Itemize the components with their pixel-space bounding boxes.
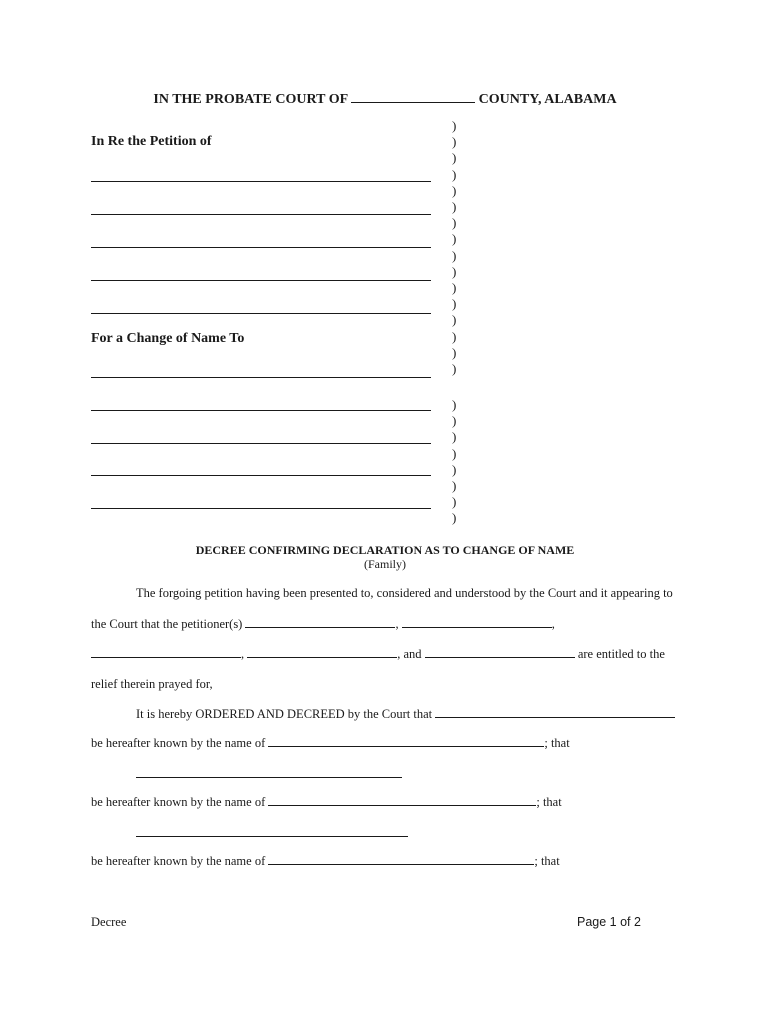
petitioner-blank[interactable] [245,616,395,628]
new-name-line[interactable] [91,475,431,476]
known-as-line: be hereafter known by the name of ; that [91,736,570,750]
petitioner-name-line[interactable] [91,313,431,314]
petition-paragraph-line1: The forgoing petition having been presented to, considered and understood by the Court and it appearing to [136,586,673,600]
new-name-line[interactable] [91,443,431,444]
petitioner-name-line[interactable] [91,247,431,248]
ordered-text: It is hereby ORDERED AND DECREED by the Court that [136,707,433,721]
petition-paragraph-line2: the Court that the petitioner(s) , , [91,617,555,631]
caption-parentheses-lower: ) ) ) ) ) ) ) ) [452,397,457,526]
new-name-line[interactable] [91,508,431,509]
ordered-name-blank[interactable] [435,706,675,718]
petition-of-label: In Re the Petition of [91,134,212,149]
petitioner-name-line[interactable] [91,280,431,281]
new-name-line[interactable] [91,377,431,378]
new-name-blank[interactable] [268,853,534,865]
petitioner-blank[interactable] [402,616,552,628]
ordered-line [136,706,675,722]
known-as-line: be hereafter known by the name of ; that [91,795,562,809]
person-name-line[interactable] [136,836,408,837]
petitioner-blank[interactable] [247,646,397,658]
petitioners-intro-text: the Court that the petitioner(s) [91,617,243,631]
relief-text: relief therein prayed for, [91,677,213,691]
new-name-blank[interactable] [268,794,536,806]
footer-document-name: Decree [91,915,127,929]
county-blank[interactable] [351,102,475,103]
court-header [0,92,770,108]
new-name-line[interactable] [91,410,431,411]
footer-page-number: Page 1 of 2 [577,915,641,929]
petitioner-blank[interactable] [425,646,575,658]
petitioner-blank[interactable] [91,646,241,658]
change-of-name-label: For a Change of Name To [91,331,245,346]
petitioner-name-line[interactable] [91,181,431,182]
known-as-line: be hereafter known by the name of ; that [91,854,560,868]
decree-subtitle: (Family) [364,557,406,571]
entitled-text: are entitled to the [577,647,665,661]
petition-paragraph-line3: , , and are entitled to the [91,646,665,662]
caption-parentheses-upper: ) ) ) ) ) ) ) ) ) ) ) ) ) ) ) ) [452,118,457,377]
person-name-line[interactable] [136,777,402,778]
new-name-blank[interactable] [268,735,544,747]
court-header-suffix: COUNTY, ALABAMA [478,92,617,107]
decree-title: DECREE CONFIRMING DECLARATION AS TO CHANGE OF NAME [195,543,575,557]
petitioner-name-line[interactable] [91,214,431,215]
court-header-prefix: IN THE PROBATE COURT OF [153,92,348,107]
